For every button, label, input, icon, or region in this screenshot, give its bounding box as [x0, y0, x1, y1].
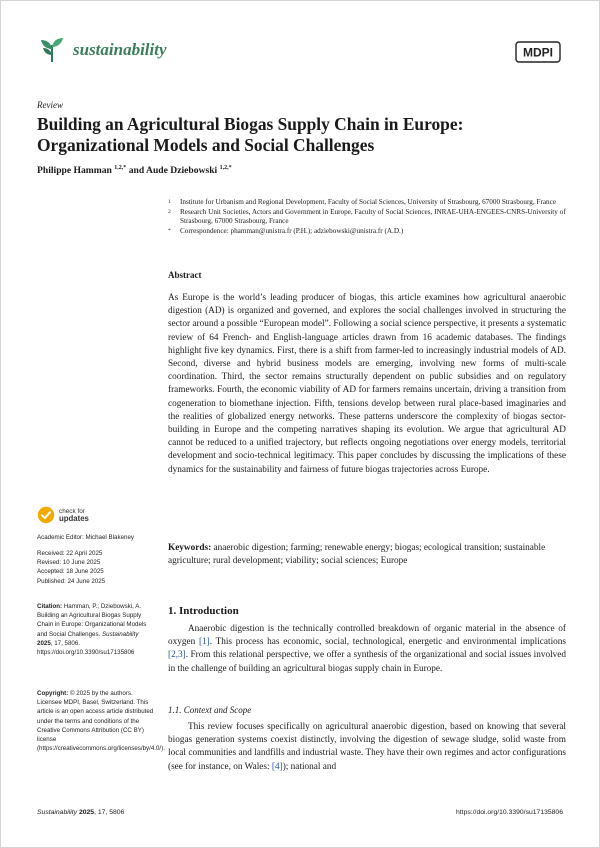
- footer-year: 2025: [77, 809, 95, 816]
- copyright-text: © 2025 by the authors. Licensee MDPI, Basel, Switzerland. This article is an open access article distributed under the terms and conditions of the Creative Commons Attribution (CC BY) license (https://creativecommons.org/licenses/by/4.0/).: [37, 690, 165, 753]
- affiliation-number: 1: [168, 199, 171, 205]
- affiliations: [168, 198, 568, 236]
- journal-name: sustainability: [73, 40, 167, 59]
- date-received: Received: 22 April 2025: [37, 550, 103, 557]
- copyright: [37, 689, 165, 753]
- keywords-label: Keywords:: [168, 543, 212, 553]
- affiliation-text: Research Unit Societies, Actors and Government in Europe, Faculty of Social Sciences, INRAE-UHA-ENGEES-CNRS-University of Strasbourg, 67000 Strasbourg, France: [180, 207, 566, 226]
- check-for-updates-icon: [37, 506, 55, 524]
- footer-journal: Sustainability: [37, 809, 78, 816]
- author-1-affiliation-marks: 1,2,*: [114, 165, 127, 171]
- affiliation-1: [168, 198, 568, 208]
- intro-p1-text-c: . From this relational perspective, we offer a synthesis of the organizational and social issues involved in the challenge of building an agricultural biogas supply chain in Europe.: [168, 650, 566, 674]
- article-title: Building an Agricultural Biogas Supply Chain in Europe: Organizational Models and Social Challenges: [37, 114, 464, 155]
- check-line-1: check for: [59, 507, 85, 515]
- dates: [37, 549, 155, 586]
- intro-paragraph-1: [168, 623, 566, 676]
- subsection-heading-context: 1.1. Context and Scope: [168, 705, 252, 715]
- correspondence-text[interactable]: Correspondence: phamman@unistra.fr (P.H.); adziebowski@unistra.fr (A.D.): [180, 226, 404, 235]
- abstract-text: As Europe is the world’s leading producer of biogas, this article examines how agricultural anaerobic digestion (AD) is organized and governed, and explores the social challenges involved in structuring the sector around a possible “European model”. Following a social science perspective, it presents a systematic review of 64 French- and English-language articles drawn from 16 academic databases. The findings highlight five key dynamics. First, there is a shift from farmer-led to increasingly industrial models of AD. Second, diverse and hybrid business models are emerging, involving new forms of multi-scale coordination. Third, the sector remains structurally dependent on public subsidies and on regulatory frameworks. Fourth, the economic viability of AD for farmers remains uncertain, driving a transition from cogeneration to biomethane injection. Fifth, tensions develop between rural place-based imaginaries and the realities of globalized energy networks. These patterns underscore the complexity of biogas sector-building in Europe and the competing narratives shaping its evolution. We argue that agricultural AD cannot be reduced to a unified trajectory, but reflects ongoing negotiations over energy models, territorial development and socio-technical legitimacy. This paper concludes by discussing the implications of these dynamics for the sustainability and fairness of future biogas trajectories across Europe.: [168, 293, 566, 475]
- author-1[interactable]: Philippe Hamman: [37, 165, 115, 177]
- date-published: Published: 24 June 2025: [37, 577, 106, 585]
- mdpi-logo-icon[interactable]: [515, 41, 561, 63]
- keywords-text: anaerobic digestion; farming; renewable energy; biogas; ecological transition; sustainable agriculture; rural development; viability; social sciences; Europe: [168, 543, 546, 567]
- intro-p2-text-b: ); national and: [282, 761, 337, 772]
- affiliation-2: [168, 208, 568, 227]
- intro-paragraph-2: [168, 721, 566, 774]
- intro-p1-text-b: . This process has economic, social, technological, energetic and environmental implications: [209, 637, 566, 648]
- correspondence: [168, 227, 568, 237]
- citation-text: Hamman, P.; Dziebowski, A. Building an Agricultural Biogas Supply Chain in Europe: Organizational Models and Social Challenges.: [37, 603, 147, 638]
- academic-editor: Academic Editor: Michael Blakeney: [37, 534, 134, 541]
- citation-link-4[interactable]: [4]: [271, 761, 283, 772]
- affiliation-text: Institute for Urbanism and Regional Development, Faculty of Social Sciences, University of Strasbourg, 67000 Strasbourg, France: [180, 198, 557, 206]
- author-2[interactable]: and Aude Dziebowski: [126, 165, 220, 177]
- abstract-heading: Abstract: [168, 270, 202, 280]
- footer-citation: [37, 809, 124, 816]
- date-revised: Revised: 10 June 2025: [37, 559, 101, 567]
- journal-logo[interactable]: [37, 35, 167, 65]
- intro-p1-text-a: Anaerobic digestion is the technically controlled breakdown of organic material in the absence of oxygen: [168, 624, 566, 648]
- copyright-label: Copyright:: [37, 690, 69, 697]
- intro-p2-text-a: This review focuses specifically on agricultural anaerobic digestion, based on knowing that several biogas generation systems coexist distinctly, involving the digestion of sewage sludge, solid waste from local communities and landfills and industrial waste. They have their own regimes and actor configurations (see for instance, on Wales:: [168, 722, 566, 772]
- check-line-2: updates: [59, 513, 89, 523]
- citation: [37, 602, 155, 657]
- footer-doi[interactable]: https://doi.org/10.3390/su17135806: [456, 809, 563, 816]
- date-accepted: Accepted: 18 June 2025: [37, 568, 104, 576]
- affiliation-number: 2: [168, 208, 171, 215]
- affiliation-number: *: [168, 227, 171, 234]
- keywords: [168, 542, 566, 568]
- citation-link-1[interactable]: [1]: [198, 637, 210, 648]
- section-heading-introduction: 1. Introduction: [168, 605, 239, 617]
- mdpi-logo-text: MDPI: [523, 45, 553, 60]
- citation-rest[interactable]: , 17, 5806. https://doi.org/10.3390/su17135806: [37, 639, 135, 657]
- citation-journal: Sustainability: [102, 630, 139, 638]
- footer-volume-article: , 17, 5806: [94, 809, 125, 816]
- author-2-affiliation-marks: 1,2,*: [219, 165, 232, 171]
- citation-year: 2025: [37, 639, 51, 647]
- check-for-updates-badge[interactable]: [37, 506, 89, 524]
- sustainability-logo-icon: [37, 35, 67, 65]
- article-type: Review: [37, 100, 63, 110]
- citation-link-2-3[interactable]: [2,3]: [168, 650, 186, 661]
- citation-label: Citation:: [37, 603, 63, 610]
- author-line: [37, 165, 232, 176]
